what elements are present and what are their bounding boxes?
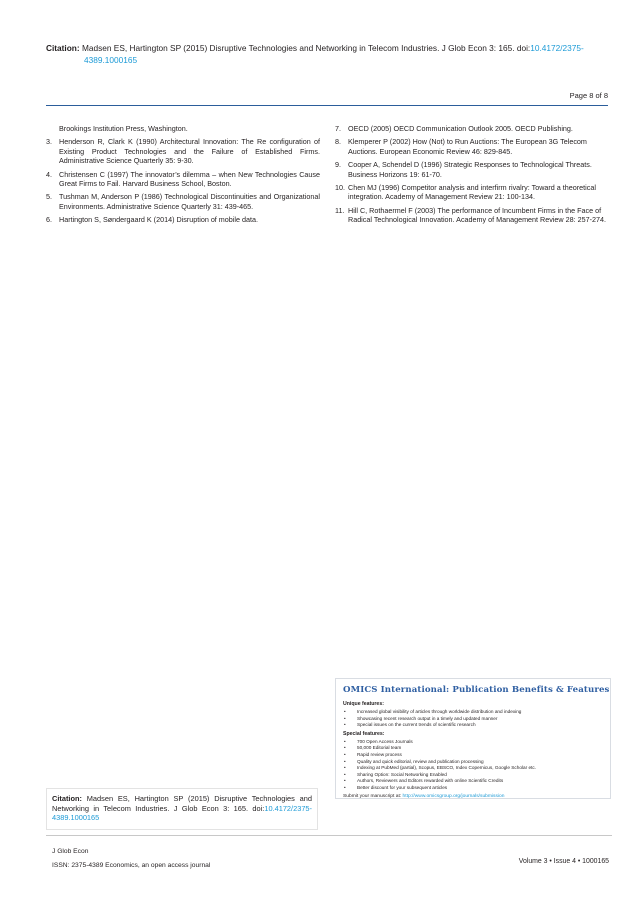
feature-item: • Showcasing recent research output in a timely and updated manner (343, 716, 603, 723)
reference-item (46, 170, 320, 189)
feature-item: • Increased global visibility of articles through worldwide distribution and indexing (343, 709, 603, 716)
reference-number: 5. (46, 192, 52, 202)
omics-benefits-box (335, 678, 611, 799)
top-citation (46, 42, 612, 66)
reference-number: 3. (46, 137, 52, 147)
feature-item: • Better discount for your subsequent articles (343, 785, 603, 792)
reference-number: 9. (335, 160, 341, 170)
feature-item: • Rapid review process (343, 752, 603, 759)
reference-text: Hartington S, Søndergaard K (2014) Disruption of mobile data. (59, 215, 258, 225)
reference-text: Hill C, Rothaermel F (2003) The performance of Incumbent Firms in the Face of Radical Technological Innovation. Academy of Management Review 28: 257-274. (348, 205, 606, 225)
footer-issn: ISSN: 2375-4389 Economics, an open access journal (52, 862, 211, 869)
feature-item: • Authors, Reviewers and Editors rewarded with online Scientific Credits (343, 778, 603, 785)
references-right-column (335, 124, 610, 229)
references-left-column (46, 124, 320, 229)
special-features-list (343, 739, 603, 792)
reference-text: Chen MJ (1996) Competitor analysis and interfirm rivalry: Toward a theoretical integration. Academy of Management Review 21: 100-134. (348, 183, 596, 202)
submission-link[interactable]: http://www.omicsgroup.org/journals/submission (402, 793, 505, 799)
reference-text: Tushman M, Anderson P (1986) Technological Discontinuities and Organizational Environments. Administrative Science Quarterly 31: 439-465. (59, 192, 320, 211)
unique-features-list (343, 709, 603, 729)
reference-item (46, 215, 320, 224)
unique-features-heading: Unique features: (343, 701, 384, 707)
reference-item (335, 137, 610, 156)
reference-text: Christensen C (1997) The innovator’s dilemma – when New Technologies Cause Great Firms to Fail. Harvard Business School, Boston. (59, 169, 320, 189)
reference-item (335, 124, 610, 133)
feature-item: • Sharing Option: Social Networking Enabled (343, 772, 603, 779)
doi-part-2: 4389.1000165 (84, 55, 138, 65)
submit-text: Submit your manuscript at: (343, 793, 403, 799)
reference-continuation: Brookings Institution Press, Washington. (59, 124, 188, 133)
reference-item (46, 137, 320, 165)
citation-box (46, 788, 318, 830)
reference-number: 10. (335, 183, 345, 193)
citation-box-doi-1: 10.4172/2375- (264, 803, 312, 813)
reference-item (46, 192, 320, 211)
citation-text: Madsen ES, Hartington SP (2015) Disruptive Technologies and Networking in Telecom Industries. J Glob Econ 3: 165. doi: (79, 43, 531, 53)
feature-item: • Indexing at PubMed (partial), Scopus, EBSCO, Index Copernicus, Google Scholar etc. (343, 765, 603, 772)
reference-number: 8. (335, 137, 341, 147)
reference-number: 11. (335, 205, 345, 215)
reference-text: Cooper A, Schendel D (1996) Strategic Responses to Technological Threats. Business Horizons 19: 61-70. (348, 160, 592, 179)
reference-item (335, 206, 610, 225)
reference-text: Klemperer P (2002) How (Not) to Run Auctions: The European 3G Telecom Auctions. European Economic Review 46: 829-845. (348, 137, 587, 156)
doi-part-1: 10.4172/2375- (530, 43, 584, 53)
reference-number: 4. (46, 169, 52, 179)
header-rule (46, 105, 608, 106)
reference-number: 6. (46, 215, 52, 225)
reference-text: Henderson R, Clark K (1990) Architectural Innovation: The Re configuration of Existing Product Technologies and the Failure of Established Firms. Administrative Science Quarterly 35: 9-30. (59, 137, 320, 166)
feature-item: • Quality and quick editorial, review and publication processing (343, 759, 603, 766)
reference-text: OECD (2005) OECD Communication Outlook 2005. OECD Publishing. (348, 124, 573, 133)
feature-item: • 50,000 Editorial team (343, 745, 603, 752)
footer-rule (46, 835, 612, 836)
citation-box-label: Citation: (52, 794, 82, 803)
citation-box-text: Madsen ES, Hartington SP (2015) Disruptive Technologies and Networking in Telecom Industries. J Glob Econ 3: 165. doi: (52, 794, 312, 813)
feature-item: • Special issues on the current trends of scientific research (343, 722, 603, 729)
special-features-heading: Special features: (343, 730, 385, 737)
citation-label: Citation: (46, 43, 80, 53)
reference-item (335, 183, 610, 202)
ad-title: OMICS International: Publication Benefits & Features (343, 685, 610, 695)
footer-volume: Volume 3 • Issue 4 • 1000165 (518, 858, 609, 865)
footer-journal: J Glob Econ (52, 848, 89, 855)
feature-item: • 700 Open Access Journals (343, 739, 603, 746)
reference-number: 7. (335, 124, 341, 133)
reference-item (335, 160, 610, 179)
submit-line (343, 794, 603, 799)
citation-box-doi-2: 4389.1000165 (52, 813, 100, 823)
page-number: Page 8 of 8 (569, 91, 608, 100)
